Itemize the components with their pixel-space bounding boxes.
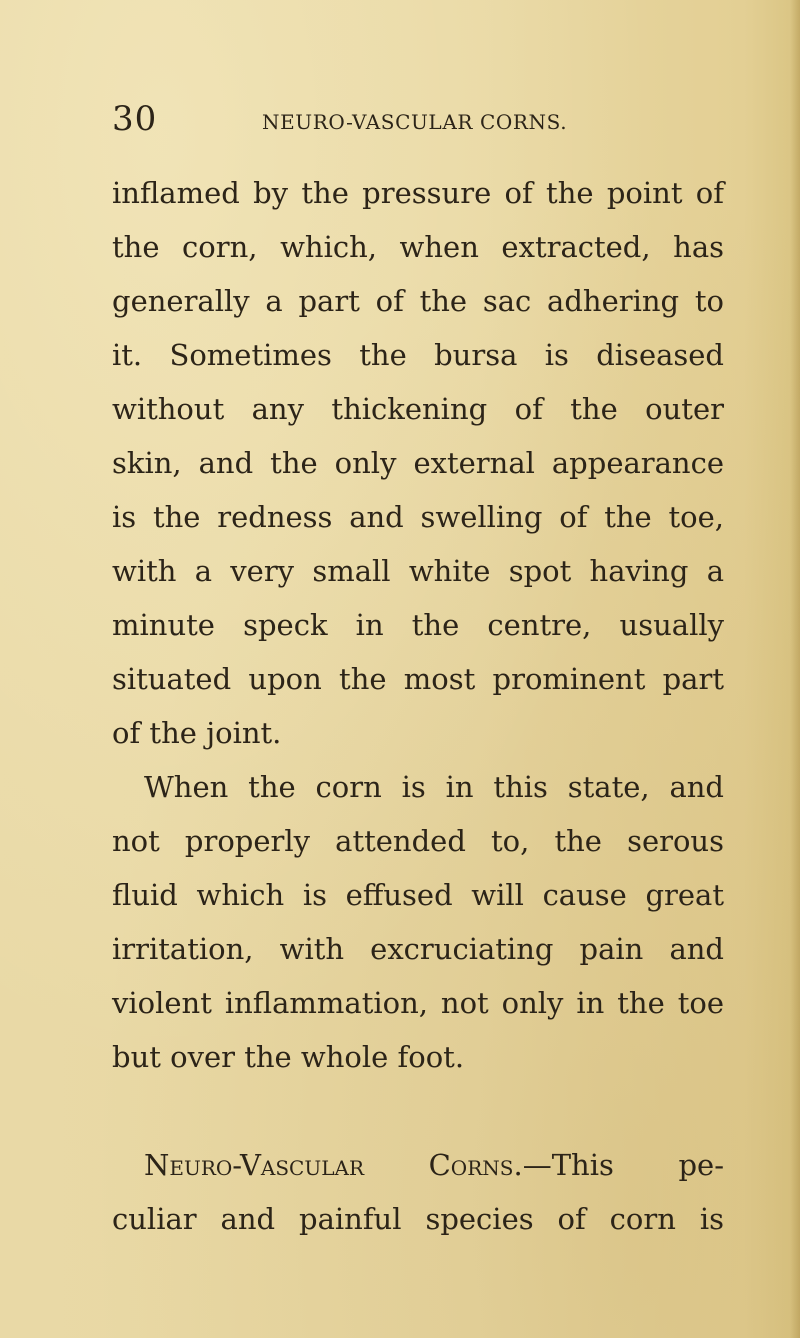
text-line: culiar and painful species of corn is: [112, 1202, 724, 1236]
running-title: NEURO-VASCULAR CORNS.: [262, 110, 568, 134]
text-line: without any thickening of the outer: [112, 392, 724, 426]
page-header: [112, 96, 722, 146]
text-line: the corn, which, when extracted, has: [112, 230, 724, 264]
text-line: it. Sometimes the bursa is diseased: [112, 338, 724, 372]
text-line: inflamed by the pressure of the point of: [112, 176, 724, 210]
text-line: of the joint.: [112, 716, 282, 750]
text-line: generally a part of the sac adhering to: [112, 284, 724, 318]
text-line: minute speck in the centre, usually: [112, 608, 724, 642]
text-line: skin, and the only external appearance: [112, 446, 724, 480]
paragraph-gap: [112, 1084, 724, 1138]
text-line: irritation, with excruciating pain and: [112, 932, 724, 966]
text-line: with a very small white spot having a: [112, 554, 724, 588]
section-heading: Neuro-Vascular Corns.: [144, 1148, 523, 1182]
text-line: When the corn is in this state, and: [144, 770, 724, 804]
page-number: 30: [112, 99, 158, 139]
section-heading-line: [112, 1138, 724, 1192]
page-edge-shadow: [790, 0, 800, 1338]
text-line: violent inflammation, not only in the toe: [112, 986, 724, 1020]
text-line: situated upon the most prominent part: [112, 662, 724, 696]
text-line: is the redness and swelling of the toe,: [112, 500, 724, 534]
body-text: [112, 166, 724, 1246]
text-line: fluid which is effused will cause great: [112, 878, 724, 912]
text-line: not properly attended to, the serous: [112, 824, 724, 858]
text-line-continuation: —This pe-: [522, 1148, 724, 1182]
text-line: but over the whole foot.: [112, 1040, 465, 1074]
